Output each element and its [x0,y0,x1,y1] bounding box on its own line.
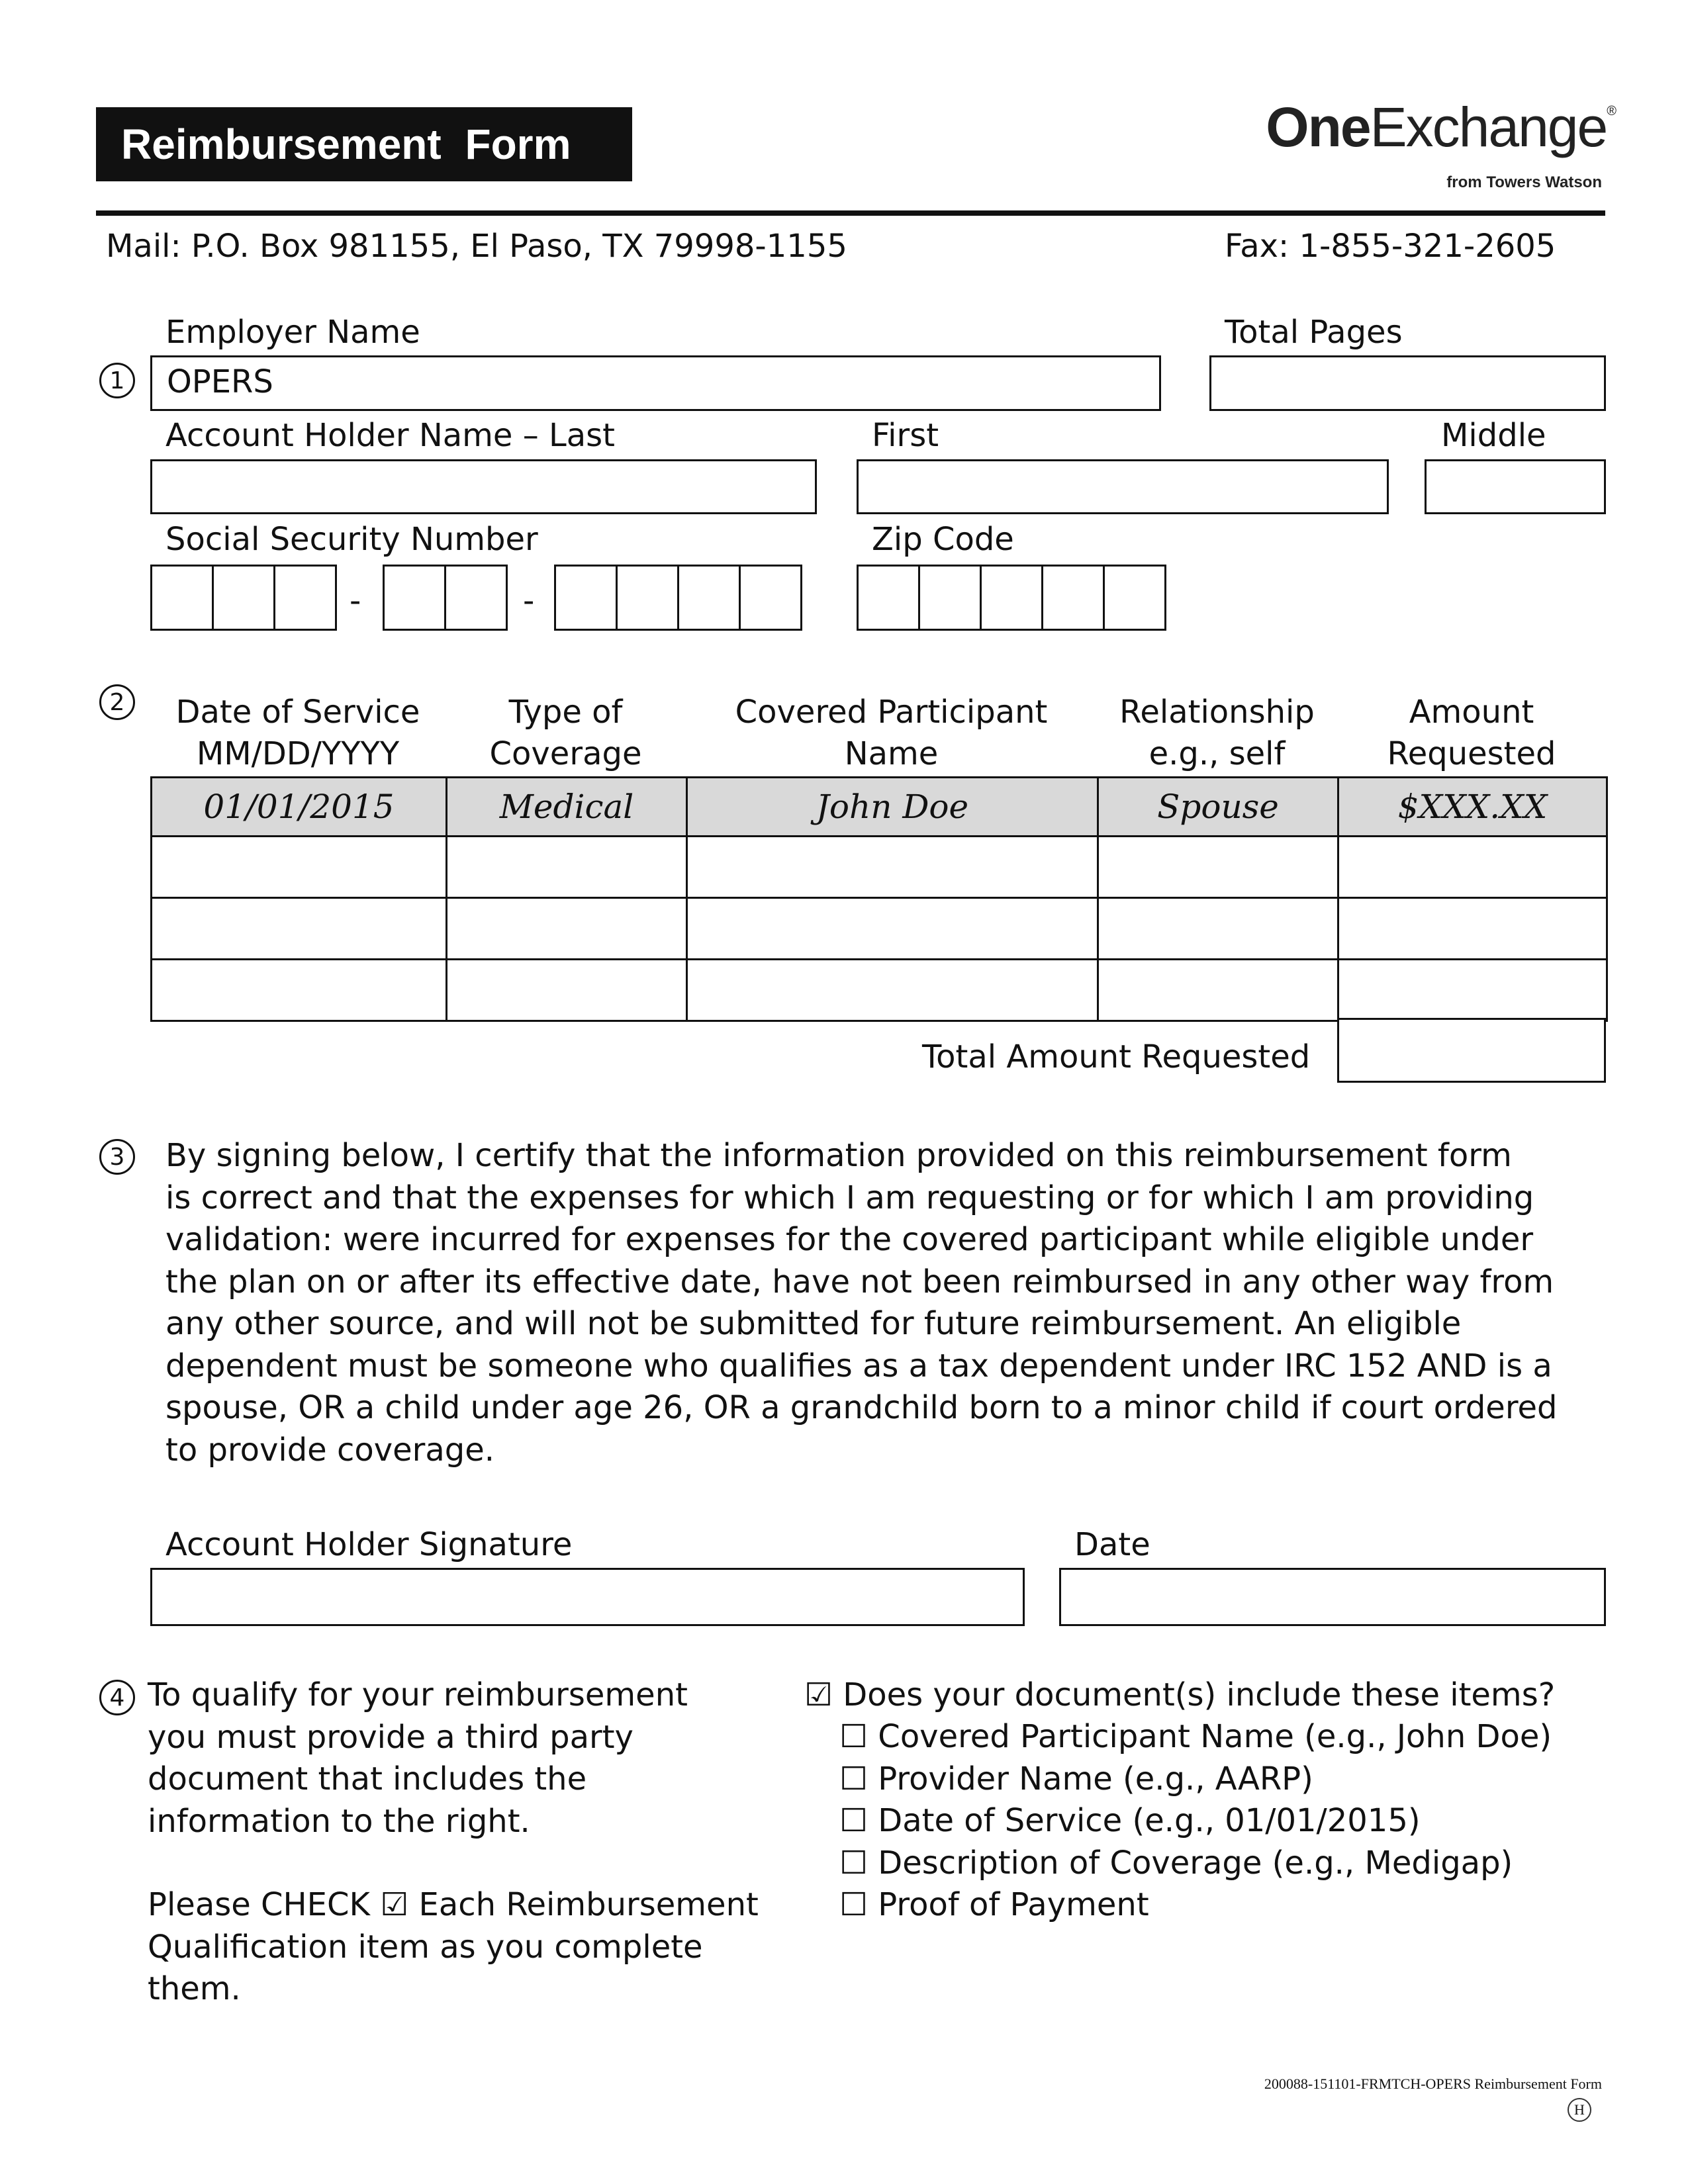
logo-subtitle: from Towers Watson [1446,173,1602,191]
qualification-checklist [839,1716,1552,1927]
type-of-coverage-cell[interactable] [447,960,687,1021]
checkbox-icon[interactable]: ☐ [839,1844,868,1882]
header-line-1: Covered Participant [735,694,1048,731]
header-divider [96,210,1605,216]
relationship-cell[interactable] [1098,898,1338,960]
checklist-item-label: Covered Participant Name (e.g., John Doe) [878,1718,1552,1755]
total-amount-label: Total Amount Requested [922,1038,1311,1075]
certification-line: the plan on or after its effective date, have not been reimbursed in any other way from [165,1263,1554,1300]
table-row [152,837,1607,898]
checklist-item[interactable] [839,1884,1552,1927]
checkbox-icon[interactable]: ☐ [839,1760,868,1797]
ssn-digit-box[interactable] [677,565,741,631]
instruction-line: information to the right. [148,1802,530,1840]
ssn-group-field [383,565,508,631]
table-row [152,960,1607,1021]
document-question [804,1674,1555,1717]
ssn-area-field [150,565,337,631]
relationship-header [1097,692,1337,775]
registered-mark: ® [1607,104,1615,118]
ssn-digit-box[interactable] [273,565,337,631]
header-line-1: Type of [508,694,623,731]
ssn-digit-box[interactable] [212,565,275,631]
amount-requested-cell[interactable] [1338,837,1607,898]
checklist-item[interactable] [839,1758,1552,1801]
union-mark-icon: H [1568,2098,1591,2122]
instruction-line: document that includes the [148,1760,587,1797]
covered-participant-cell[interactable] [687,960,1098,1021]
section-4-number: 4 [99,1680,135,1715]
ssn-dash: - [523,582,535,619]
instruction-line: you must provide a third party [148,1718,633,1756]
certification-line: By signing below, I certify that the information provided on this reimbursement form [165,1137,1512,1174]
checklist-item[interactable] [839,1716,1552,1758]
checkbox-icon[interactable]: ☐ [839,1886,868,1923]
zip-digit-box[interactable] [1041,565,1105,631]
total-pages-label: Total Pages [1225,314,1403,351]
form-code: 200088-151101-FRMTCH-OPERS Reimbursement Form [1264,2075,1602,2092]
amount-requested-cell[interactable] [1338,898,1607,960]
header-line-1: Date of Service [175,694,420,731]
ssn-label: Social Security Number [165,521,538,558]
document-question-text: Does your document(s) include these items? [843,1676,1556,1713]
qualification-instructions [148,1674,688,1843]
signature-date-label: Date [1074,1526,1150,1563]
header-line-1: Amount [1409,694,1534,731]
header-line-1: Relationship [1119,694,1315,731]
form-title: Reimbursement Form [96,107,632,181]
example-relationship: Spouse [1098,778,1338,837]
mail-address: Mail: P.O. Box 981155, El Paso, TX 79998-1155 [106,228,847,265]
certification-line: is correct and that the expenses for which I am requesting or for which I am providing [165,1179,1534,1216]
ssn-dash: - [350,582,361,619]
checklist-item-label: Date of Service (e.g., 01/01/2015) [878,1802,1421,1839]
checklist-item[interactable] [839,1800,1552,1843]
first-name-label: First [872,417,939,454]
certification-line: validation: were incurred for expenses for the covered participant while eligible under [165,1221,1534,1258]
header-line-2: Coverage [489,735,642,772]
checklist-item-label: Provider Name (e.g., AARP) [878,1760,1313,1797]
example-amount: $XXX.XX [1338,778,1607,837]
covered-participant-cell[interactable] [687,837,1098,898]
fax-number: Fax: 1-855-321-2605 [1225,228,1556,265]
first-name-field[interactable] [857,459,1389,514]
ssn-serial-field [554,565,802,631]
last-name-field[interactable] [150,459,817,514]
relationship-cell[interactable] [1098,837,1338,898]
relationship-cell[interactable] [1098,960,1338,1021]
example-date: 01/01/2015 [152,778,447,837]
zip-code-label: Zip Code [872,521,1014,558]
total-amount-field[interactable] [1337,1018,1606,1083]
ssn-digit-box[interactable] [739,565,802,631]
checkbox-icon[interactable]: ☐ [839,1802,868,1839]
checked-box-icon: ☑ [804,1676,833,1713]
zip-digit-box[interactable] [1103,565,1166,631]
middle-name-field[interactable] [1425,459,1606,514]
middle-name-label: Middle [1441,417,1546,454]
header-line-2: Name [844,735,939,772]
logo-light-text: Exchange [1370,96,1607,158]
date-of-service-cell[interactable] [152,960,447,1021]
employer-name-label: Employer Name [165,314,420,351]
last-name-label: Account Holder Name – Last [165,417,615,454]
instruction-line: them. [148,1970,241,2007]
section-3-number: 3 [99,1139,135,1175]
employer-name-value: OPERS [167,363,273,400]
example-row [152,778,1607,837]
section-1-number: 1 [99,363,135,398]
header-line-2: e.g., self [1149,735,1286,772]
zip-digit-box[interactable] [980,565,1043,631]
check-instructions [148,1884,759,2011]
ssn-digit-box[interactable] [383,565,446,631]
certification-line: spouse, OR a child under age 26, OR a grandchild born to a minor child if court ordered [165,1389,1558,1426]
instruction-line: To qualify for your reimbursement [148,1676,688,1713]
claims-table [150,776,1608,1022]
ssn-digit-box[interactable] [554,565,618,631]
signature-field[interactable] [150,1568,1025,1626]
certification-text [165,1135,1558,1471]
total-pages-field[interactable] [1209,355,1606,411]
example-coverage: Medical [447,778,687,837]
table-row [152,898,1607,960]
checklist-item[interactable] [839,1843,1552,1885]
zip-code-field [857,565,1166,631]
type-of-coverage-cell[interactable] [447,898,687,960]
oneexchange-logo [1258,96,1615,199]
date-of-service-cell[interactable] [152,898,447,960]
signature-label: Account Holder Signature [165,1526,573,1563]
zip-digit-box[interactable] [918,565,982,631]
section-2-number: 2 [99,684,135,720]
example-participant: John Doe [687,778,1098,837]
type-of-coverage-cell[interactable] [447,837,687,898]
date-of-service-header [150,692,445,775]
employer-name-field[interactable] [150,355,1161,411]
header-line-2: Requested [1387,735,1556,772]
date-of-service-cell[interactable] [152,837,447,898]
checklist-item-label: Description of Coverage (e.g., Medigap) [878,1844,1513,1882]
checkbox-icon[interactable]: ☐ [839,1718,868,1755]
ssn-digit-box[interactable] [444,565,508,631]
header-line-2: MM/DD/YYYY [196,735,400,772]
covered-participant-header [686,692,1097,775]
covered-participant-cell[interactable] [687,898,1098,960]
amount-requested-header [1337,692,1606,775]
checklist-item-label: Proof of Payment [878,1886,1149,1923]
type-of-coverage-header [445,692,686,775]
ssn-digit-box[interactable] [616,565,679,631]
signature-date-field[interactable] [1059,1568,1606,1626]
zip-digit-box[interactable] [857,565,920,631]
amount-requested-cell[interactable] [1338,960,1607,1021]
certification-line: any other source, and will not be submitted for future reimbursement. An eligible [165,1305,1462,1342]
instruction-line: Please CHECK ☑ Each Reimbursement [148,1886,759,1923]
ssn-digit-box[interactable] [150,565,214,631]
certification-line: dependent must be someone who qualifies as a tax dependent under IRC 152 AND is a [165,1347,1552,1385]
instruction-line: Qualification item as you complete [148,1928,703,1966]
logo-bold-text: One [1266,96,1370,158]
certification-line: to provide coverage. [165,1431,495,1469]
